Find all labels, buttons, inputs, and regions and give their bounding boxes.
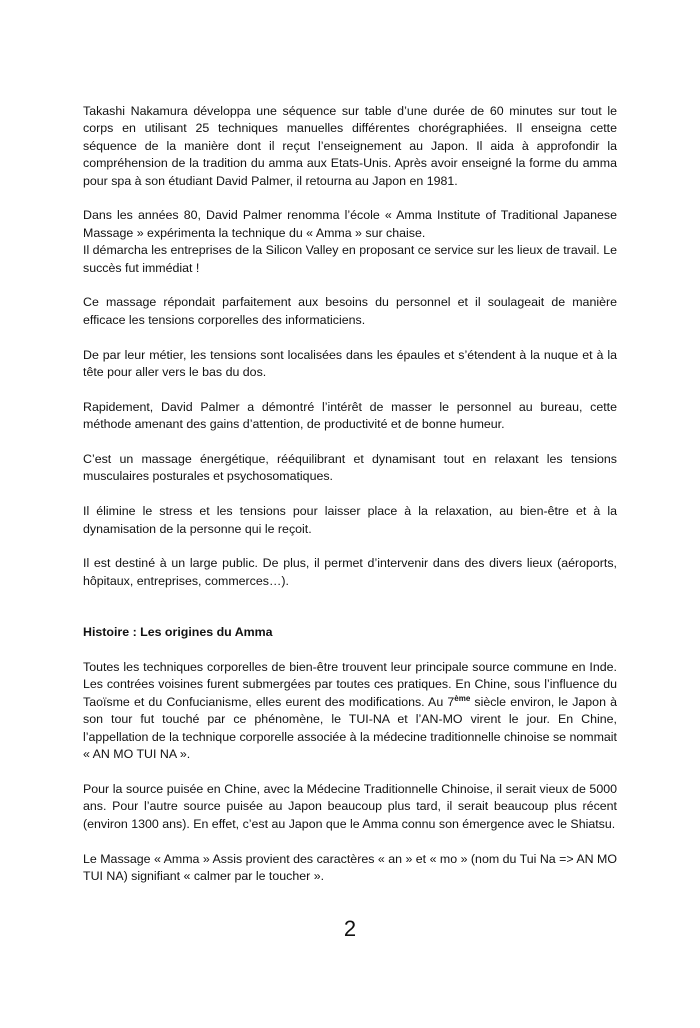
paragraph-spacer [83, 381, 617, 398]
paragraph-tensions: De par leur métier, les tensions sont localisées dans les épaules et s’étendent à la nuque et à la tête pour aller vers le bas du dos. [83, 347, 617, 380]
paragraph-spacer [83, 329, 617, 346]
paragraph-spacer [83, 764, 617, 781]
paragraph-silicon-valley: Il démarcha les entreprises de la Silicon Valley en proposant ce service sur les lieux de travail. Le succès fut immédiat ! [83, 243, 617, 275]
paragraph-spacer [83, 590, 617, 624]
paragraph-spacer [83, 277, 617, 294]
paragraph-caracteres: Le Massage « Amma » Assis provient des caractères « an » et « mo » (nom du Tui Na => AN MO TUI NA) signifiant « calmer par le toucher ». [83, 851, 617, 883]
paragraph-bureau: Rapidement, David Palmer a démontré l’intérêt de masser le personnel au bureau, cette méthode amenant des gains d’attention, de productivité et de bonne humeur. [83, 399, 617, 432]
paragraph-palmer-school: Dans les années 80, David Palmer renomma l’école « Amma Institute of Traditional Japanese Massage » expérimenta la technique du « Amma » sur chaise. [83, 208, 617, 240]
paragraph-nakamura: Takashi Nakamura développa une séquence sur table d’une durée de 60 minutes sur tout le corps en utilisant 25 techniques manuelles différentes chorégraphiées. Il enseigna cette séquence de la manière dont il reçut l’enseignement au Japon. Il aida à approfondir la compréhension de la tradition du amma aux Etats-Unis. Après avoir enseigné la forme du amma pour spa à son étudiant David Palmer, il retourna au Japon en 1981. [83, 104, 617, 188]
section-heading: Histoire : Les origines du Amma [83, 625, 273, 640]
origines-text-start: Toutes les techniques corporelles de bien-être trouvent leur principale source commune en Inde. Les contrées voisines furent submergées par toutes ces pratiques. En Chine, sous l’influence du Taoïsme et du Confucianisme, elles eurent des modifications. Au 7 [83, 660, 617, 709]
paragraph-spacer [83, 642, 617, 659]
paragraph-spacer [83, 434, 617, 451]
ordinal-superscript: ème [454, 693, 471, 703]
paragraph-spacer [83, 486, 617, 503]
paragraph-stress: Il élimine le stress et les tensions pour laisser place à la relaxation, au bien-être et à la dynamisation de la personne qui le reçoit. [83, 504, 617, 536]
paragraph-spacer [83, 190, 617, 207]
origines-text-end: siècle environ, le Japon à son tour fut touché par ce phénomène, le TUI-NA et l’AN-MO virent le jour. En Chine, l’appellation de la technique corporelle associée à la médecine traditionnelle chinoise se nommait « AN MO TUI NA ». [83, 694, 617, 762]
paragraph-public: Il est destiné à un large public. De plus, il permet d’intervenir dans des divers lieux (aéroports, hôpitaux, entreprises, commerces…). [83, 556, 617, 588]
paragraph-sources: Pour la source puisée en Chine, avec la Médecine Traditionnelle Chinoise, il serait vieux de 5000 ans. Pour l’autre source puisée au Japon beaucoup plus tard, il serait beaucoup plus récent (environ 1300 ans). En effet, c’est au Japon que le Amma connu son émergence avec le Shiatsu. [83, 781, 617, 831]
body-text [83, 103, 617, 885]
paragraph-energetique: C’est un massage énergétique, rééquilibrant et dynamisant tout en relaxant les tensions musculaires posturales et psychosomatiques. [83, 452, 617, 484]
paragraph-spacer [83, 833, 617, 850]
page-number: 2 [343, 916, 357, 941]
paragraph-personnel: Ce massage répondait parfaitement aux besoins du personnel et il soulageait de manière efficace les tensions corporelles des informaticiens. [83, 295, 617, 327]
paragraph-origines [83, 659, 617, 763]
paragraph-spacer [83, 538, 617, 555]
